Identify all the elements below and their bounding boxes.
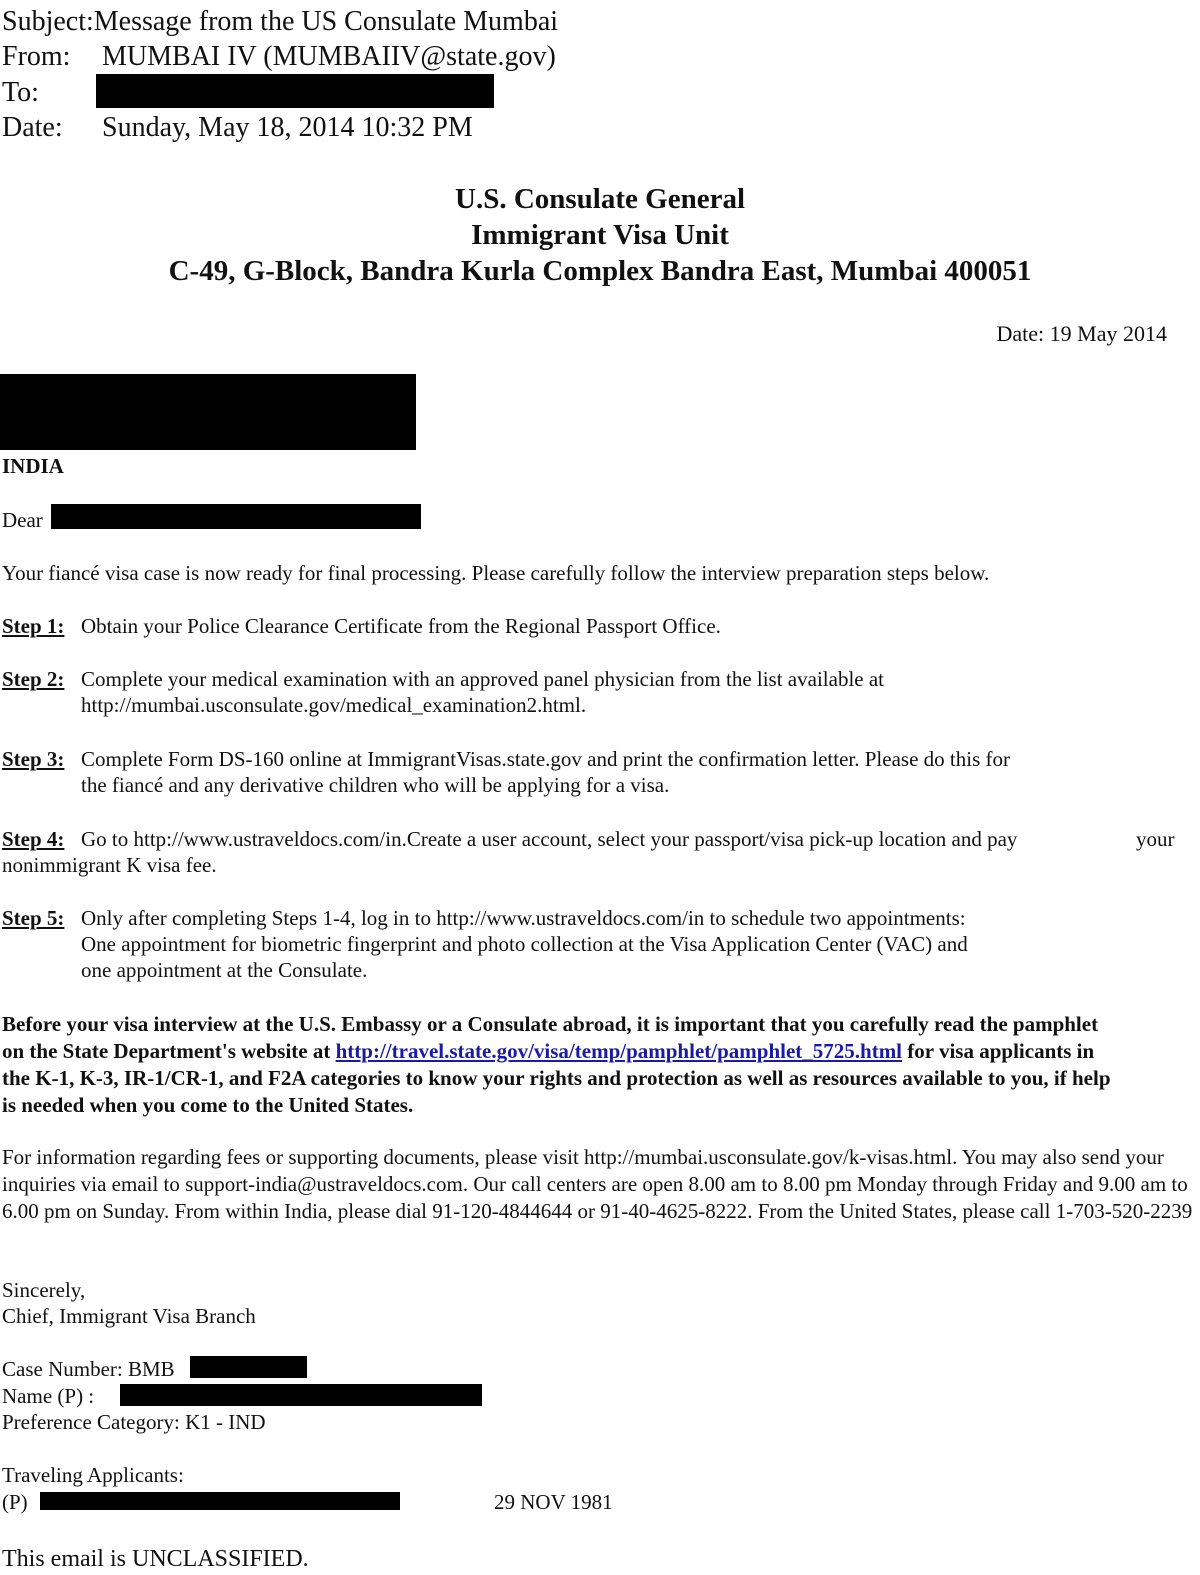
from-value[interactable]: MUMBAI IV (MUMBAIIV@state.gov) xyxy=(102,41,556,72)
letterhead-line2: Immigrant Visa Unit xyxy=(471,219,729,251)
step5-text-line2: One appointment for biometric fingerprint and photo collection at the Visa Application Center (VAC) and xyxy=(81,932,968,956)
step3-text-line1: Complete Form DS-160 online at ImmigrantVisas.state.gov and print the confirmation letter. Please do this for xyxy=(81,747,1010,771)
letter-date: Date: 19 May 2014 xyxy=(996,321,1167,346)
date-label: Date: xyxy=(2,112,63,143)
applicant-dob: 29 NOV 1981 xyxy=(494,1490,613,1514)
step4-label: Step 4: xyxy=(2,827,65,851)
email-subject-row xyxy=(2,5,558,39)
salutation: Dear xyxy=(2,508,43,532)
redaction-address xyxy=(0,374,416,450)
closing: Sincerely, xyxy=(2,1278,86,1302)
date-value: Sunday, May 18, 2014 10:32 PM xyxy=(102,112,473,143)
subject-value: Message from the US Consulate Mumbai xyxy=(93,6,559,37)
redaction-to xyxy=(96,74,494,108)
classification-footer: This email is UNCLASSIFIED. xyxy=(2,1546,309,1572)
step2-text-line1: Complete your medical examination with an approved panel physician from the list available at xyxy=(81,667,885,691)
preference-category: Preference Category: K1 - IND xyxy=(2,1410,266,1434)
step4-text-word-your: your xyxy=(1136,827,1175,851)
from-label: From: xyxy=(2,41,71,72)
to-label: To: xyxy=(2,77,39,108)
step3-text-line2: the fiancé and any derivative children who will be applying for a visa. xyxy=(81,773,670,797)
step2-text-line2: http://mumbai.usconsulate.gov/medical_examination2.html. xyxy=(81,693,587,717)
step3-label: Step 3: xyxy=(2,747,65,771)
email-from-row xyxy=(2,40,70,74)
step4-text-line1: Go to http://www.ustraveldocs.com/in.Create a user account, select your passport/visa pick-up location and pay xyxy=(81,827,1018,851)
case-number: Case Number: BMB xyxy=(2,1357,175,1381)
redaction-applicant-name xyxy=(120,1384,482,1406)
applicant-name-label: Name (P) : xyxy=(2,1384,95,1408)
info-paragraph: For information regarding fees or supporting documents, please visit http://mumbai.usconsulate.gov/k-visas.html. You may also send your inquiries via email to support-india@ustraveldocs.com. Our call centers are open 8.00 am to 8.00 pm Monday through Friday and 9.00 am to 6.00 pm on Sunday. From within India, please dial 91-120-4844644 or 91-40-4625-8222. From the United States, please call 1-703-520-2239 xyxy=(2,1145,1193,1223)
signature: Chief, Immigrant Visa Branch xyxy=(2,1304,256,1328)
redaction-applicant-row xyxy=(40,1492,400,1510)
notice-paragraph xyxy=(2,1011,1122,1119)
applicant-row-label: (P) xyxy=(2,1490,28,1514)
subject-label: Subject: xyxy=(2,6,94,37)
notice-text-before: Before your visa interview at the U.S. Embassy or a Consulate abroad, it is important that you carefully read the pamphlet on the State Department's website at xyxy=(2,1012,1099,1063)
letterhead-address: C-49, G-Block, Bandra Kurla Complex Bandra East, Mumbai 400051 xyxy=(168,255,1032,287)
intro-paragraph: Your fiancé visa case is now ready for final processing. Please carefully follow the interview preparation steps below. xyxy=(2,561,990,585)
address-country: INDIA xyxy=(2,454,64,478)
notice-text-after: for visa applicants in the K-1, K-3, IR-1/CR-1, and F2A categories to know your rights and protection as well as resources available to you, if help is needed when you come to the United States. xyxy=(2,1039,1111,1117)
step5-text-line3: one appointment at the Consulate. xyxy=(81,958,368,982)
step4-text-line2: nonimmigrant K visa fee. xyxy=(2,853,217,877)
pamphlet-link[interactable]: http://travel.state.gov/visa/temp/pamphlet/pamphlet_5725.html xyxy=(335,1039,903,1063)
letterhead-line1: U.S. Consulate General xyxy=(455,183,745,215)
step2-label: Step 2: xyxy=(2,667,65,691)
step1-label: Step 1: xyxy=(2,614,65,638)
traveling-applicants-heading: Traveling Applicants: xyxy=(2,1463,184,1487)
redaction-case-number xyxy=(190,1356,307,1378)
step5-label: Step 5: xyxy=(2,906,65,930)
step1-text: Obtain your Police Clearance Certificate from the Regional Passport Office. xyxy=(81,614,721,638)
redaction-recipient-name xyxy=(51,504,421,529)
step5-text-line1: Only after completing Steps 1-4, log in to http://www.ustraveldocs.com/in to schedule two appointments: xyxy=(81,906,966,930)
